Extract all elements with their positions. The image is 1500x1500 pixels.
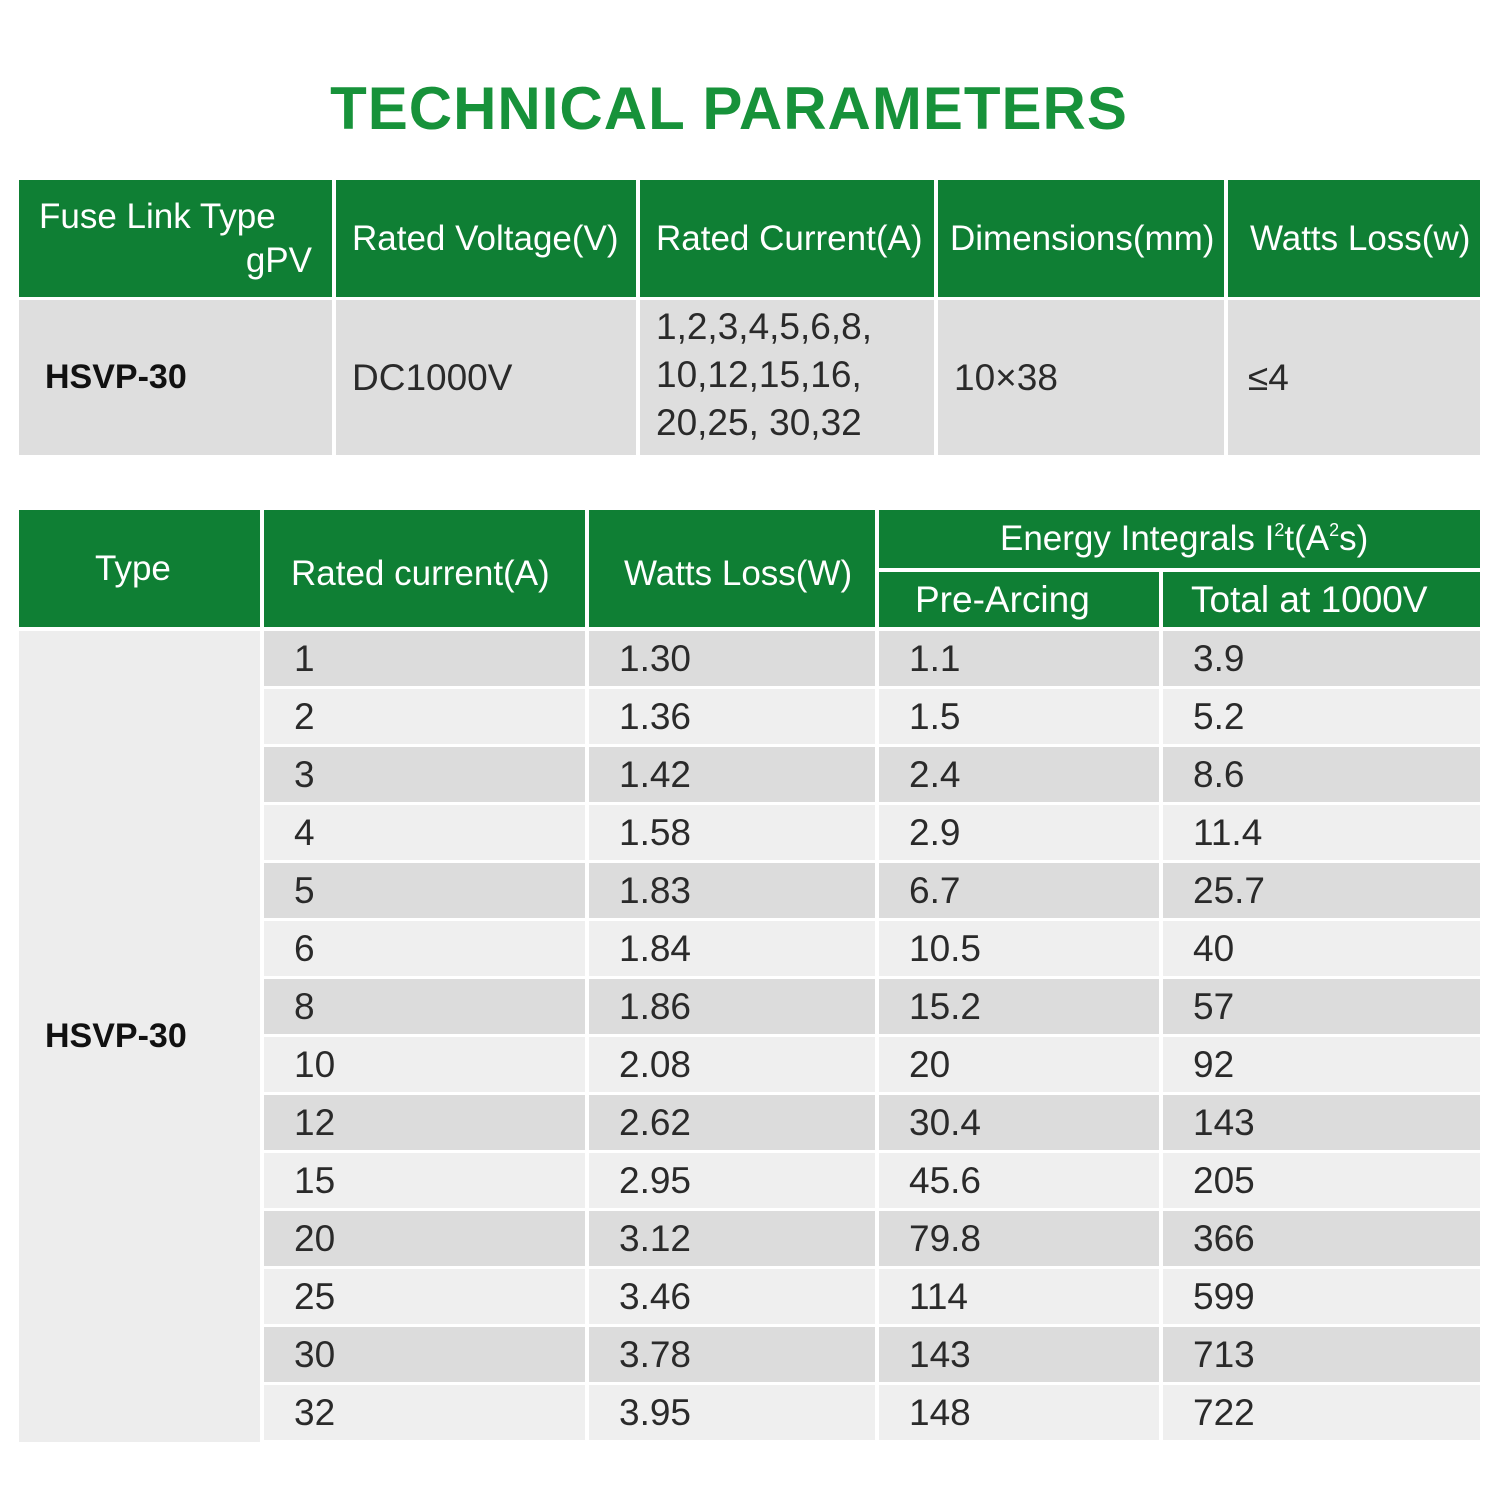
pre-arcing-cell: 1.5 bbox=[879, 689, 1159, 744]
summary-current-line: 10,12,15,16, bbox=[656, 354, 862, 395]
summary-type-value: HSVP-30 bbox=[19, 300, 332, 455]
header-energy-integrals bbox=[879, 510, 1480, 568]
total-1000v-cell: 57 bbox=[1163, 979, 1480, 1034]
pre-arcing-cell: 2.9 bbox=[879, 805, 1159, 860]
watts-loss-cell: 2.95 bbox=[589, 1153, 875, 1208]
table-row bbox=[264, 863, 1480, 918]
pre-arcing-cell: 114 bbox=[879, 1269, 1159, 1324]
summary-table bbox=[19, 180, 1480, 455]
watts-loss-cell: 1.86 bbox=[589, 979, 875, 1034]
rated-current-cell: 5 bbox=[264, 863, 585, 918]
table-row bbox=[264, 1269, 1480, 1324]
watts-loss-cell: 3.95 bbox=[589, 1385, 875, 1440]
watts-loss-cell: 1.42 bbox=[589, 747, 875, 802]
table-row bbox=[264, 805, 1480, 860]
rated-current-cell: 6 bbox=[264, 921, 585, 976]
watts-loss-cell: 3.78 bbox=[589, 1327, 875, 1382]
total-1000v-cell: 40 bbox=[1163, 921, 1480, 976]
header-type: Type bbox=[19, 510, 260, 627]
rated-current-cell: 25 bbox=[264, 1269, 585, 1324]
pre-arcing-cell: 20 bbox=[879, 1037, 1159, 1092]
total-1000v-cell: 599 bbox=[1163, 1269, 1480, 1324]
watts-loss-cell: 1.83 bbox=[589, 863, 875, 918]
summary-current-values bbox=[640, 300, 934, 455]
header-total-1000v: Total at 1000V bbox=[1163, 572, 1480, 627]
total-1000v-cell: 366 bbox=[1163, 1211, 1480, 1266]
energy-integrals-label: Energy Integrals $I^2t(A^2s)$ bbox=[1000, 519, 1369, 558]
pre-arcing-cell: 79.8 bbox=[879, 1211, 1159, 1266]
watts-loss-cell: 1.58 bbox=[589, 805, 875, 860]
table-row bbox=[264, 631, 1480, 686]
pre-arcing-cell: 148 bbox=[879, 1385, 1159, 1440]
total-1000v-cell: 3.9 bbox=[1163, 631, 1480, 686]
watts-loss-cell: 1.36 bbox=[589, 689, 875, 744]
rated-current-cell: 30 bbox=[264, 1327, 585, 1382]
summary-watts-loss-value: ≤4 bbox=[1228, 300, 1480, 455]
total-1000v-cell: 5.2 bbox=[1163, 689, 1480, 744]
ratings-table bbox=[19, 510, 1480, 1442]
page-title: TECHNICAL PARAMETERS bbox=[330, 75, 1128, 142]
rated-current-cell: 2 bbox=[264, 689, 585, 744]
watts-loss-cell: 2.62 bbox=[589, 1095, 875, 1150]
rated-current-cell: 10 bbox=[264, 1037, 585, 1092]
header-watts-loss: Watts Loss(w) bbox=[1228, 180, 1480, 297]
rated-current-cell: 4 bbox=[264, 805, 585, 860]
header-fuse-link-type bbox=[19, 180, 332, 297]
summary-current-line: 1,2,3,4,5,6,8, bbox=[656, 306, 873, 347]
total-1000v-cell: 713 bbox=[1163, 1327, 1480, 1382]
total-1000v-cell: 205 bbox=[1163, 1153, 1480, 1208]
total-1000v-cell: 92 bbox=[1163, 1037, 1480, 1092]
table-row bbox=[264, 1211, 1480, 1266]
pre-arcing-cell: 15.2 bbox=[879, 979, 1159, 1034]
total-1000v-cell: 722 bbox=[1163, 1385, 1480, 1440]
rated-current-cell: 12 bbox=[264, 1095, 585, 1150]
rated-current-cell: 3 bbox=[264, 747, 585, 802]
table-row bbox=[264, 689, 1480, 744]
pre-arcing-cell: 10.5 bbox=[879, 921, 1159, 976]
pre-arcing-cell: 6.7 bbox=[879, 863, 1159, 918]
table-row bbox=[264, 1327, 1480, 1382]
header-fuse-link-type-label: Fuse Link Type bbox=[39, 196, 276, 236]
rated-current-cell: 32 bbox=[264, 1385, 585, 1440]
table-row bbox=[264, 1037, 1480, 1092]
rated-current-cell: 8 bbox=[264, 979, 585, 1034]
pre-arcing-cell: 143 bbox=[879, 1327, 1159, 1382]
header-rated-voltage: Rated Voltage(V) bbox=[336, 180, 636, 297]
watts-loss-cell: 3.12 bbox=[589, 1211, 875, 1266]
table-row bbox=[264, 979, 1480, 1034]
watts-loss-cell: 3.46 bbox=[589, 1269, 875, 1324]
pre-arcing-cell: 1.1 bbox=[879, 631, 1159, 686]
watts-loss-cell: 1.30 bbox=[589, 631, 875, 686]
type-value: HSVP-30 bbox=[19, 631, 260, 1442]
summary-dimensions-value: 10×38 bbox=[938, 300, 1224, 455]
rated-current-cell: 20 bbox=[264, 1211, 585, 1266]
summary-voltage-value: DC1000V bbox=[336, 300, 636, 455]
total-1000v-cell: 8.6 bbox=[1163, 747, 1480, 802]
pre-arcing-cell: 30.4 bbox=[879, 1095, 1159, 1150]
table-row bbox=[264, 921, 1480, 976]
pre-arcing-cell: 45.6 bbox=[879, 1153, 1159, 1208]
header-pre-arcing: Pre-Arcing bbox=[879, 572, 1159, 627]
table-row bbox=[264, 1095, 1480, 1150]
total-1000v-cell: 143 bbox=[1163, 1095, 1480, 1150]
total-1000v-cell: 25.7 bbox=[1163, 863, 1480, 918]
total-1000v-cell: 11.4 bbox=[1163, 805, 1480, 860]
header-gpv-label: gPV bbox=[245, 240, 312, 280]
header-watts-loss: Watts Loss(W) bbox=[589, 510, 875, 627]
header-rated-current: Rated Current(A) bbox=[640, 180, 934, 297]
rated-current-cell: 1 bbox=[264, 631, 585, 686]
summary-current-line: 20,25, 30,32 bbox=[656, 402, 862, 443]
table-row bbox=[264, 747, 1480, 802]
watts-loss-cell: 1.84 bbox=[589, 921, 875, 976]
header-rated-current: Rated current(A) bbox=[264, 510, 585, 627]
watts-loss-cell: 2.08 bbox=[589, 1037, 875, 1092]
table-row bbox=[264, 1385, 1480, 1440]
rated-current-cell: 15 bbox=[264, 1153, 585, 1208]
table-row bbox=[264, 1153, 1480, 1208]
pre-arcing-cell: 2.4 bbox=[879, 747, 1159, 802]
header-dimensions: Dimensions(mm) bbox=[938, 180, 1224, 297]
